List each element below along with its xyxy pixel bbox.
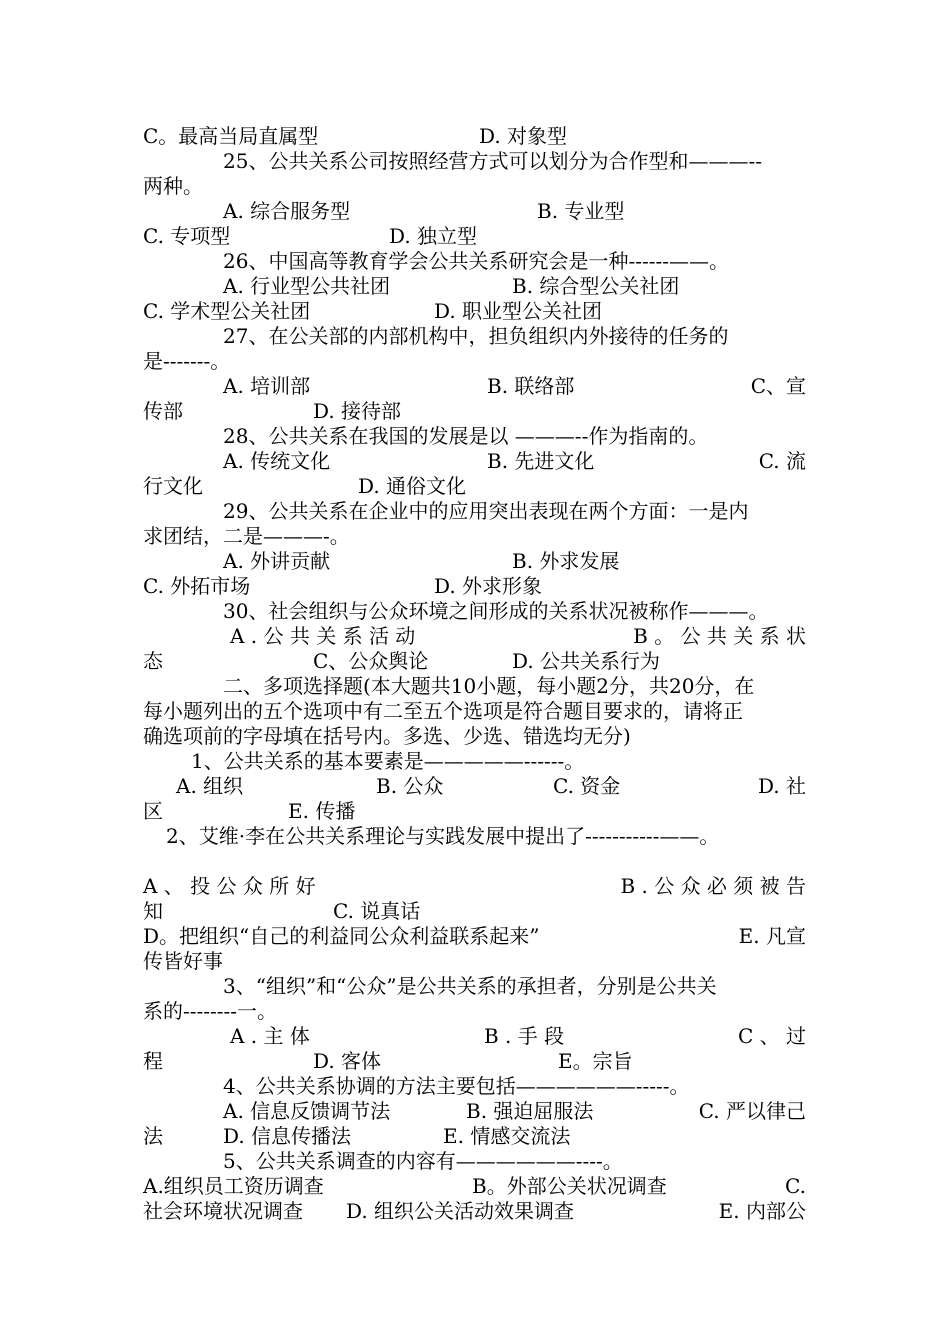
q27-option-d: D. 接待部 [313, 399, 402, 423]
q27-option-c: C、宣 [750, 374, 806, 398]
m2-option-a: A 、 投 公 众 所 好 [143, 874, 316, 898]
q27-option-c-cont: 传部 [143, 399, 183, 423]
m3-option-b: B . 手 段 [484, 1024, 565, 1048]
m1-option-d: D. 社 [757, 774, 806, 798]
m5-option-e: E. 内部公 [718, 1199, 806, 1223]
q28-option-d: D. 通俗文化 [358, 474, 467, 498]
question-29: 29、公共关系在企业中的应用突出表现在两个方面：一是内 [223, 499, 749, 523]
q30-option-b: B 。 公 共 关 系 状 [633, 624, 806, 648]
m3-option-e: E。宗旨 [558, 1049, 633, 1073]
q29-option-d: D. 外求形象 [434, 574, 543, 598]
q25-option-d: D. 独立型 [389, 224, 478, 248]
q29-option-a: A. 外讲贡献 [223, 549, 331, 573]
q30-option-a: A . 公 共 关 系 活 动 [230, 624, 416, 648]
q30-option-b-cont: 态 [143, 649, 163, 673]
q28-option-b: B. 先进文化 [487, 449, 595, 473]
option-c-line: C。最高当局直属型 [143, 124, 319, 148]
m2-option-d: D。把组织“自己的利益同公众利益联系起来” [143, 924, 540, 948]
m4-option-e: E. 情感交流法 [443, 1124, 571, 1148]
multi-question-3-cont: 系的--------一。 [143, 999, 278, 1023]
m5-option-a: A.组织员工资历调查 [143, 1174, 324, 1198]
q29-option-c: C. 外拓市场 [143, 574, 251, 598]
m4-option-d: D. 信息传播法 [223, 1124, 352, 1148]
m4-option-b: B. 强迫屈服法 [466, 1099, 594, 1123]
m1-option-e: E. 传播 [288, 799, 356, 823]
question-29-cont: 求团结，二是———-。 [143, 524, 350, 548]
m5-option-d: D. 组织公关活动效果调查 [346, 1199, 575, 1223]
q28-option-a: A. 传统文化 [223, 449, 331, 473]
m1-option-d-cont: 区 [143, 799, 163, 823]
m2-option-e-cont: 传皆好事 [143, 949, 223, 973]
q28-option-c-cont: 行文化 [143, 474, 203, 498]
multi-question-3: 3、“组织”和“公众”是公共关系的承担者，分别是公共关 [223, 974, 717, 998]
m3-option-c-cont: 程 [143, 1049, 163, 1073]
m3-option-d: D. 客体 [313, 1049, 382, 1073]
q25-option-a: A. 综合服务型 [223, 199, 351, 223]
m2-option-e: E. 凡宣 [738, 924, 806, 948]
m2-option-c: C. 说真话 [333, 899, 421, 923]
m3-option-c: C 、 过 [737, 1024, 806, 1048]
m3-option-a: A . 主 体 [230, 1024, 310, 1048]
multi-question-4: 4、公共关系协调的方法主要包括——————-----。 [223, 1074, 690, 1098]
q25-option-c: C. 专项型 [143, 224, 231, 248]
question-25-cont: 两种。 [143, 174, 203, 198]
q26-option-b: B. 综合型公关社团 [512, 274, 680, 298]
question-27: 27、在公关部的内部机构中，担负组织内外接待的任务的 [223, 324, 729, 348]
question-30: 30、社会组织与公众环境之间形成的关系状况被称作———。 [223, 599, 769, 623]
m1-option-c: C. 资金 [553, 774, 621, 798]
q27-option-b: B. 联络部 [487, 374, 575, 398]
m1-option-a: A. 组织 [176, 774, 244, 798]
m5-option-c-cont: 社会环境状况调查 [143, 1199, 303, 1223]
q26-option-a: A. 行业型公共社团 [223, 274, 391, 298]
question-25: 25、公共关系公司按照经营方式可以划分为合作型和———-- [223, 149, 762, 173]
q25-option-b: B. 专业型 [537, 199, 625, 223]
section-heading: 二、多项选择题(本大题共10小题，每小题2分，共20分，在 [223, 674, 755, 698]
m4-option-c: C. 严以律己 [698, 1099, 806, 1123]
q29-option-b: B. 外求发展 [512, 549, 620, 573]
question-27-cont: 是-------。 [143, 349, 231, 373]
m2-option-b-cont: 知 [143, 899, 163, 923]
question-26: 26、中国高等教育学会公共关系研究会是一种------——。 [223, 249, 729, 273]
m4-option-a: A. 信息反馈调节法 [223, 1099, 391, 1123]
question-28: 28、公共关系在我国的发展是以 ———--作为指南的。 [223, 424, 709, 448]
q26-option-c: C. 学术型公关社团 [143, 299, 311, 323]
q27-option-a: A. 培训部 [223, 374, 311, 398]
m4-option-c-cont: 法 [143, 1124, 163, 1148]
multi-question-5: 5、公共关系调查的内容有——————----。 [223, 1149, 623, 1173]
multi-question-1: 1、公共关系的基本要素是—————------。 [191, 749, 585, 773]
q26-option-d: D. 职业型公关社团 [434, 299, 603, 323]
section-instructions-cont: 确选项前的字母填在括号内。多选、少选、错选均无分) [143, 724, 631, 748]
m1-option-b: B. 公众 [376, 774, 444, 798]
section-instructions: 每小题列出的五个选项中有二至五个选项是符合题目要求的，请将正 [143, 699, 743, 723]
q30-option-c: C、公众舆论 [313, 649, 429, 673]
m5-option-c: C. [785, 1174, 806, 1198]
q30-option-d: D. 公共关系行为 [512, 649, 661, 673]
option-d-line: D. 对象型 [479, 124, 568, 148]
m2-option-b: B . 公 众 必 须 被 告 [620, 874, 806, 898]
m5-option-b: B。外部公关状况调查 [472, 1174, 667, 1198]
multi-question-2: 2、艾维·李在公共关系理论与实践发展中提出了-----------——。 [166, 824, 720, 848]
q28-option-c: C. 流 [758, 449, 806, 473]
